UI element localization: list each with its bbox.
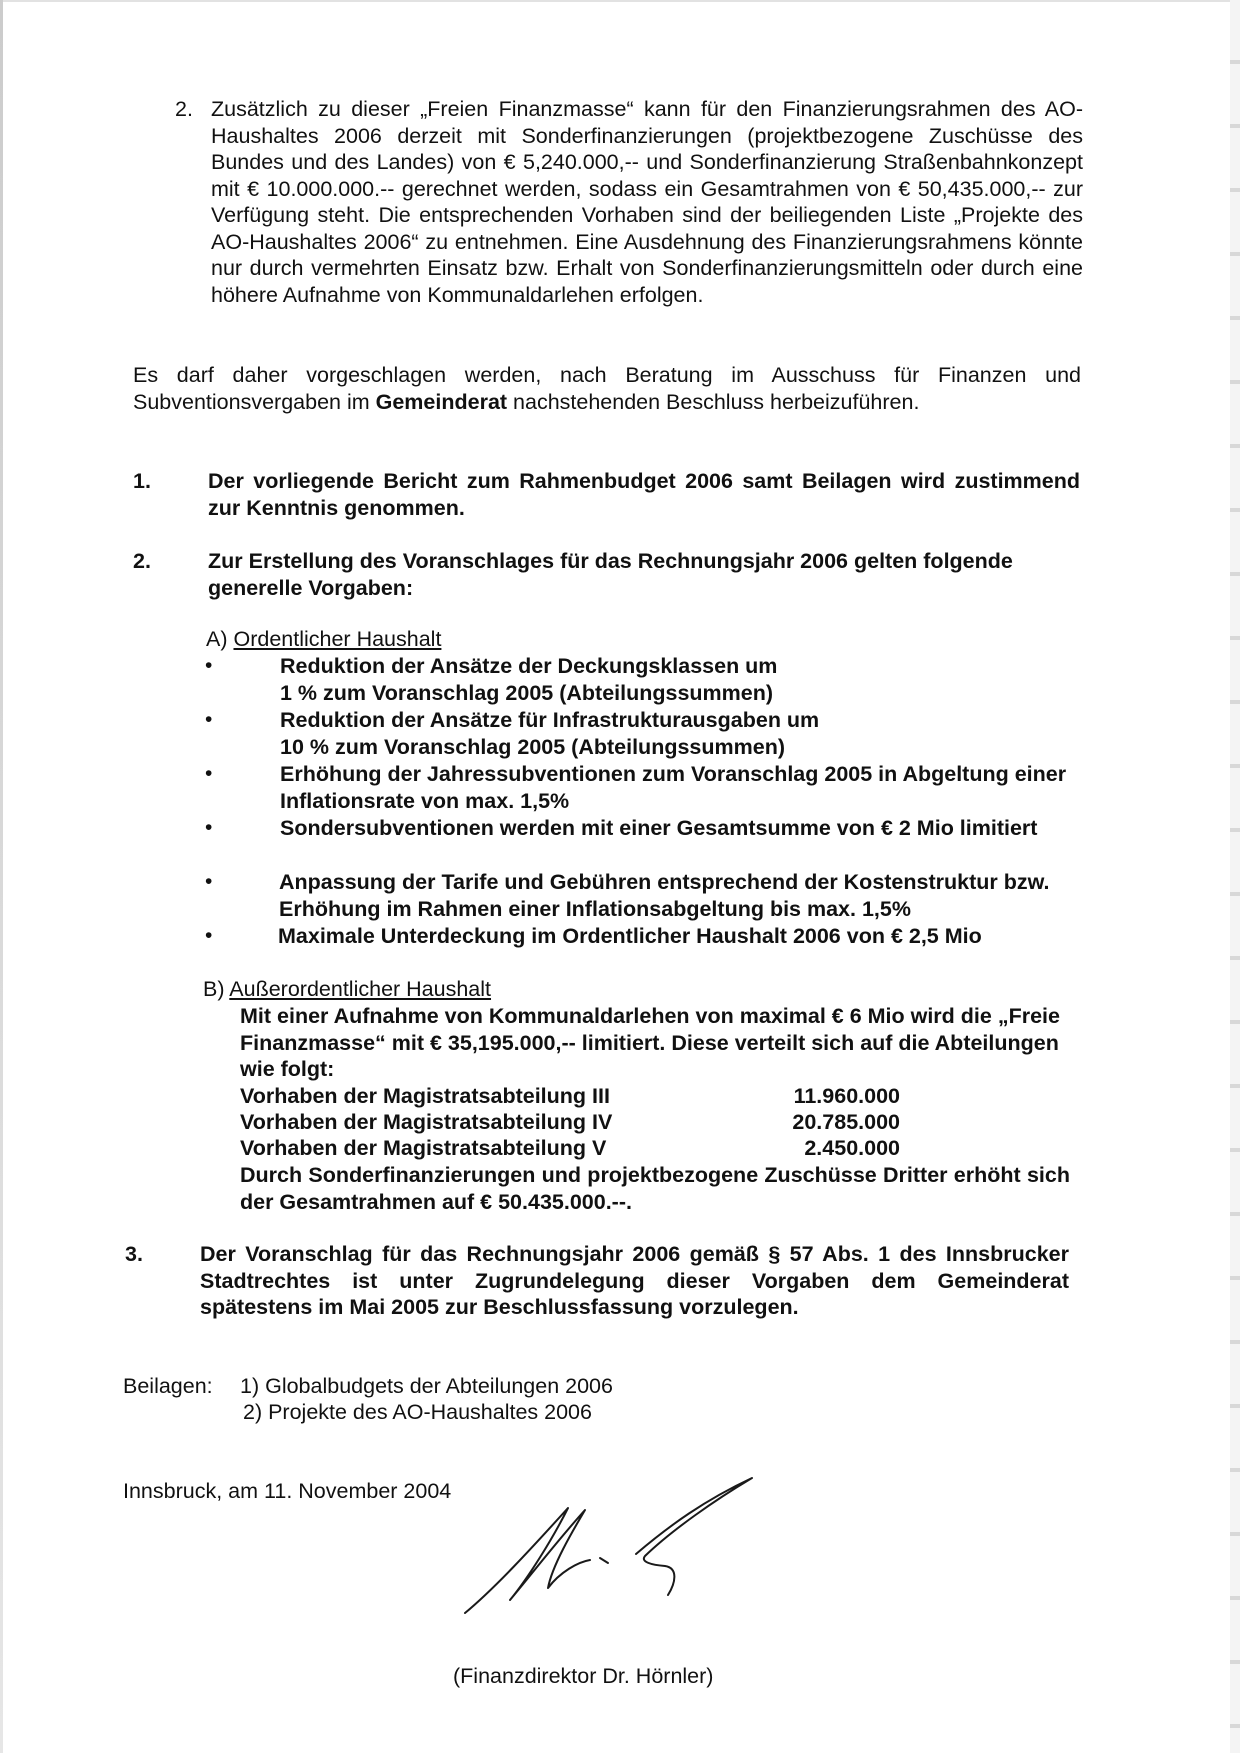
signature [440,1470,780,1620]
proposal-paragraph [133,362,1081,415]
bullet-2-line-1: Reduktion der Ansätze für Infrastrukturausgaben um [280,708,820,732]
bullet-6-text: Maximale Unterdeckung im Ordentlicher Haushalt 2006 von € 2,5 Mio [278,924,982,948]
bullet-5-text: Anpassung der Tarife und Gebühren entsprechend der Kostenstruktur bzw. Erhöhung im Rahmen einer Inflationsabgeltung bis max. 1,5% [279,870,1050,921]
scan-edge-top [0,0,1240,2]
section-a-title: Ordentlicher Haushalt [233,627,442,651]
allocation-row-label: Vorhaben der Magistratsabteilung V [240,1136,607,1160]
section-b-heading [203,976,491,1003]
bullet-dot: • [205,870,213,893]
resolution-3-number: 3. [125,1242,143,1266]
scan-edge-left [0,0,3,1753]
proposal-text-bold: Gemeinderat [375,389,508,414]
bullet-1-line-1: Reduktion der Ansätze der Deckungsklassen um [280,654,778,678]
attachments-label: Beilagen: [123,1374,213,1398]
allocation-row-label: Vorhaben der Magistratsabteilung III [240,1084,610,1108]
bullet-dot: • [205,654,213,677]
section-b-intro: Mit einer Aufnahme von Kommunaldarlehen von maximal € 6 Mio wird die „Freie Finanzmasse“ mit € 35,195.000,-- limitiert. Diese verteilt sich auf die Abteilungen wie folgt: [240,1004,1060,1081]
bullet-1-text [280,653,1080,706]
section-b-prefix: B) [203,977,225,1001]
resolution-3-text: Der Voranschlag für das Rechnungsjahr 2006 gemäß § 57 Abs. 1 des Innsbrucker Stadtrechtes ist unter Zugrundelegung dieser Vorgaben dem Gemeinderat spätestens im Mai 2005 zur Beschlussfassung vorzulegen. [200,1242,1069,1319]
bullet-2-line-2: 10 % zum Voranschlag 2005 (Abteilungssummen) [280,734,785,759]
bullet-4-text: Sondersubventionen werden mit einer Gesamtsumme von € 2 Mio limitiert [280,816,1038,840]
allocation-row-value: 11.960.000 [793,1084,900,1108]
scan-edge-right [1230,0,1240,1753]
allocation-row-label: Vorhaben der Magistratsabteilung IV [240,1110,613,1134]
resolution-2-number: 2. [133,549,151,573]
bullet-dot: • [205,816,213,839]
bullet-dot: • [205,708,213,731]
section-b-outro: Durch Sonderfinanzierungen und projektbezogene Zuschüsse Dritter erhöht sich der Gesamtrahmen auf € 50.435.000.--. [240,1163,1070,1214]
signatory: (Finanzdirektor Dr. Hörnler) [453,1664,714,1688]
proposal-text-after: nachstehenden Beschluss herbeizuführen. [507,389,920,414]
allocation-row-value: 2.450.000 [804,1136,900,1160]
bullet-1-line-2: 1 % zum Voranschlag 2005 (Abteilungssummen) [280,680,774,705]
intro-number: 2. [175,97,193,121]
allocation-row-value: 20.785.000 [792,1110,900,1134]
bullet-dot: • [205,762,213,785]
bullet-3-text: Erhöhung der Jahressubventionen zum Voranschlag 2005 in Abgeltung einer Inflationsrate von max. 1,5% [280,762,1067,813]
section-a-prefix: A) [206,627,228,651]
intro-paragraph: Zusätzlich zu dieser „Freien Finanzmasse“ kann für den Finanzierungsrahmen des AO-Haushaltes 2006 derzeit mit Sonderfinanzierungen (projektbezogene Zuschüsse des Bundes und des Landes) von € 5,240.000,-- und Sonderfinanzierung Straßenbahnkonzept mit € 10.000.000.-- gerechnet werden, sodass ein Gesamtrahmen von € 50,435.000,-- zur Verfügung steht. Die entsprechenden Vorhaben sind der beiliegenden Liste „Projekte des AO-Haushaltes 2006“ zu entnehmen. Eine Ausdehnung des Finanzierungsrahmens könnte nur durch vermehrten Einsatz bzw. Erhalt von Sonderfinanzierungsmitteln oder durch eine höhere Aufnahme von Kommunaldarlehen erfolgen. [211,97,1083,307]
attachment-item: 1) Globalbudgets der Abteilungen 2006 [240,1374,613,1398]
bullet-2-text [280,707,1080,760]
bullet-dot: • [205,924,213,947]
resolution-1-text: Der vorliegende Bericht zum Rahmenbudget 2006 samt Beilagen wird zustimmend zur Kenntnis genommen. [208,469,1080,520]
resolution-2-text: Zur Erstellung des Voranschlages für das Rechnungsjahr 2006 gelten folgende generelle Vorgaben: [208,549,1013,600]
resolution-1-number: 1. [133,469,151,493]
attachment-item: 2) Projekte des AO-Haushaltes 2006 [243,1400,592,1424]
section-b-title: Außerordentlicher Haushalt [229,977,492,1001]
place-date: Innsbruck, am 11. November 2004 [123,1479,452,1503]
proposal-text-before: Es darf daher vorgeschlagen werden, nach Beratung im Ausschuss für Finanzen und Subventionsvergaben im [133,363,1081,414]
section-a-heading [206,626,441,653]
